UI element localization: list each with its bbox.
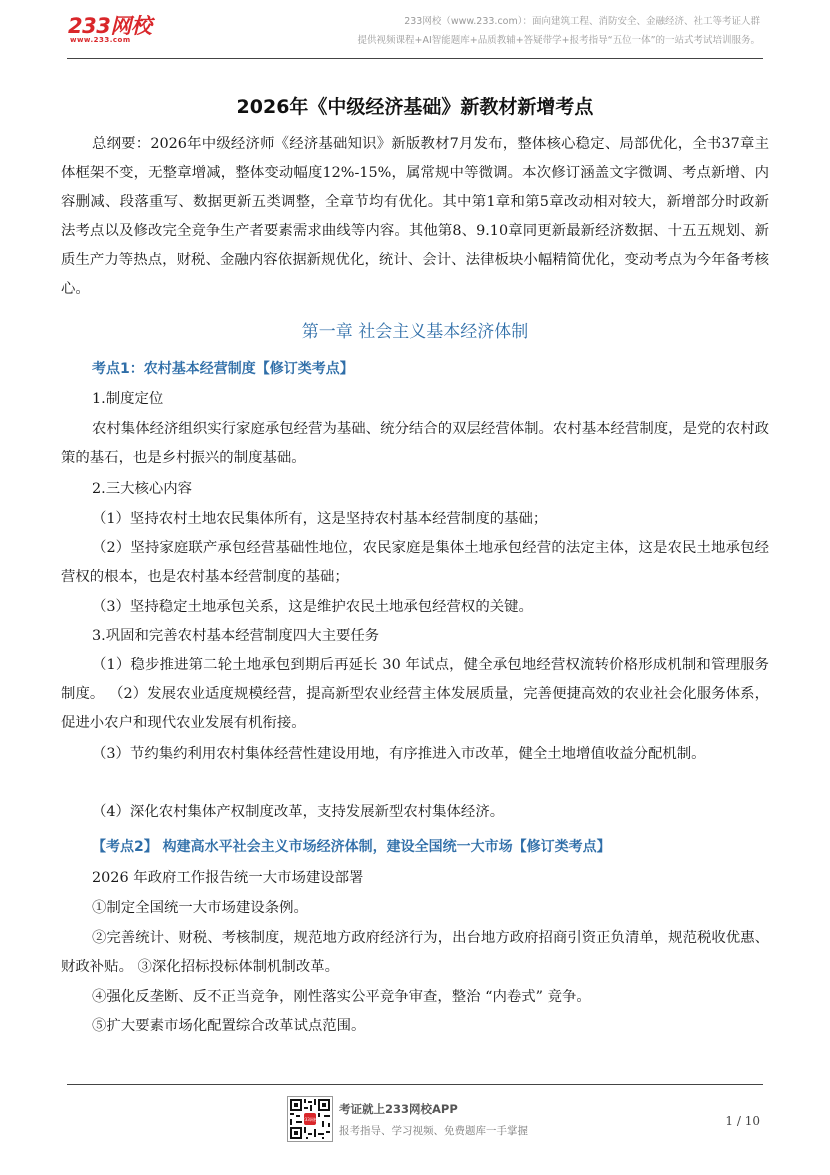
kp1-section-2: 2.三大核心内容 [92,481,193,497]
app-qr-code[interactable] [287,1096,333,1142]
kp1-paragraph-1: 农村集体经济组织实行家庭承包经营为基础、统分结合的双层经营体制。农村基本经营制度，是党的农村政策的基石，也是乡村振兴的制度基础。 [61,421,769,466]
kp1-content-2: （2）坚持家庭联产承包经营基础性地位，农民家庭是集体土地承包经营的法定主体，这是农民土地承包经营权的根本，也是农村基本经营制度的基础； [61,540,769,585]
kp1-section-1: 1.制度定位 [92,391,164,407]
kp2-item-4: ④强化反垄断、反不正当竞争，刚性落实公平竞争审查，整治 “内卷式” 竞争。 [92,989,591,1005]
logo-url: www.233.com [70,36,131,44]
key-point-1-title: 考点1：农村基本经营制度【修订类考点】 [92,361,354,377]
footer-app-subtitle: 报考指导、学习视频、免费题库一手掌握 [339,1125,528,1137]
kp1-section-3: 3.巩固和完善农村基本经营制度四大主要任务 [92,628,380,644]
kp1-task-4: （4）深化农村集体产权制度改革，支持发展新型农村集体经济。 [92,804,505,820]
footer-app-title[interactable]: 考证就上233网校APP [339,1102,458,1116]
summary-paragraph: 总纲要：2026年中级经济师《经济基础知识》新版教材7月发布，整体核心稳定、局部优化，全书37章主体框架不变，无整章增减，整体变动幅度12%-15%，属常规中等微调。本次修订涵盖文字微调、考点新增、内容删减、段落重写、数据更新五类调整，全章节均有优化。其中第1章和第5章改动相对较大，新增部分时政新法考点以及修改完全竞争生产者要素需求曲线等内容。其他第8、9.10章同更新最新经济数据、十五五规划、新质生产力等热点，财税、金融内容依据新规优化，统计、会计、法律板块小幅精简优化，变动考点为今年备考核心。 [61,136,769,297]
header-tagline-2: 提供视频课程+AI智能题库+品质教辅+答疑带学+报考指导“五位一体”的一站式考试培训服务。 [357,35,760,46]
kp1-content-1: （1）坚持农村土地农民集体所有，这是坚持农村基本经营制度的基础； [92,511,548,527]
kp2-item-2-3: ②完善统计、财税、考核制度，规范地方政府经济行为，出台地方政府招商引资正负清单，规范税收优惠、财政补贴。 ③深化招标投标体制机制改革。 [61,930,769,975]
brand-logo[interactable] [68,10,168,44]
kp2-intro: 2026 年政府工作报告统一大市场建设部署 [92,870,364,886]
kp1-content-3: （3）坚持稳定土地承包关系，这是维护农民土地承包经营权的关键。 [92,599,533,615]
header-divider [67,58,763,59]
page-header [0,0,830,60]
qr-badge-text: 233网校 [302,1117,318,1122]
header-tagline-1: 233网校（www.233.com）：面向建筑工程、消防安全、金融经济、社工等考证人群 [404,16,760,27]
document-title: 2026年《中级经济基础》新教材新增考点 [236,96,594,118]
qr-code-icon [288,1097,332,1141]
kp1-task-3: （3）节约集约利用农村集体经营性建设用地，有序推进入市改革，健全土地增值收益分配机制。 [92,746,706,762]
key-point-2-title: 【考点2】 构建高水平社会主义市场经济体制，建设全国统一大市场【修订类考点】 [92,839,611,855]
chapter-heading: 第一章 社会主义基本经济体制 [301,322,529,342]
kp1-task-1-2: （1）稳步推进第二轮土地承包到期后再延长 30 年试点，健全承包地经营权流转价格形成机制和管理服务制度。 （2）发展农业适度规模经营，提高新型农业经营主体发展质量，完善便捷高效的农业社会化服务体系，促进小农户和现代农业发展有机衔接。 [61,657,769,731]
footer-divider [67,1084,763,1085]
page-number: 1 / 10 [725,1114,760,1128]
kp2-item-1: ①制定全国统一大市场建设条例。 [92,900,308,916]
kp2-item-5: ⑤扩大要素市场化配置综合改革试点范围。 [92,1018,366,1034]
logo-text: 233网校 [68,14,152,38]
